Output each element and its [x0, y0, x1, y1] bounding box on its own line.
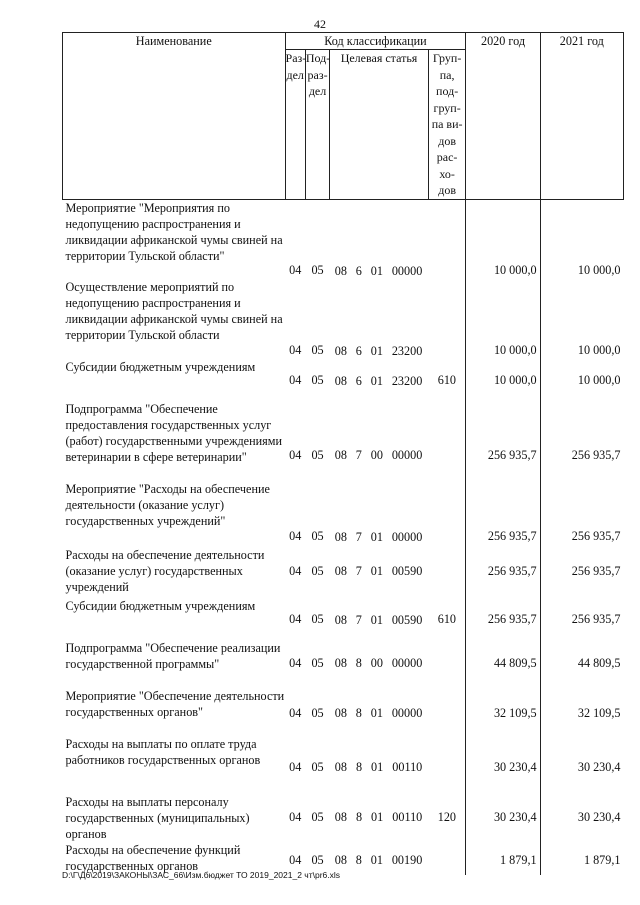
- row-2021: 256 935,7: [540, 389, 623, 481]
- table-row: [63, 199, 624, 279]
- row-name: Мероприятие "Мероприятия по недопущению распространения и ликвидации африканской чумы свиней на территории Тульской области": [65, 200, 283, 263]
- row-subsection: 05: [311, 343, 324, 357]
- header-section-line: дел: [286, 67, 304, 82]
- row-target: [330, 389, 429, 481]
- target-event: 01: [370, 564, 383, 578]
- row-subsection: 05: [311, 853, 324, 867]
- target-subprogram: 6: [355, 344, 362, 358]
- target-direction: 23200: [391, 344, 423, 358]
- target-program: 08: [334, 656, 347, 670]
- header-section: [285, 50, 305, 200]
- target-direction: 00000: [391, 706, 423, 720]
- row-target: [330, 688, 429, 736]
- row-2021: 44 809,5: [540, 628, 623, 688]
- target-subprogram: 8: [355, 656, 362, 670]
- row-section: 04: [289, 706, 302, 720]
- row-2020: 256 935,7: [466, 481, 540, 545]
- row-group: 610: [437, 373, 456, 387]
- header-group-line: па,: [439, 67, 455, 82]
- target-direction: 00110: [392, 760, 423, 774]
- table-header: [63, 33, 624, 200]
- row-target: [330, 199, 429, 279]
- row-group: [428, 545, 466, 598]
- target-event: 00: [370, 448, 383, 462]
- target-subprogram: 8: [355, 706, 362, 720]
- row-2021: 256 935,7: [540, 598, 623, 628]
- target-event: 01: [370, 706, 383, 720]
- target-event: 01: [370, 530, 383, 544]
- row-name: Подпрограмма "Обеспечение предоставления государственных услуг (работ) государственными учреждениями ветеринарии в сфере ветеринарии": [65, 402, 282, 464]
- table-row: [63, 545, 624, 598]
- header-group-line: дов: [438, 133, 456, 148]
- row-target: [330, 598, 429, 628]
- target-direction: 00000: [391, 448, 423, 462]
- table-row: [63, 688, 624, 736]
- target-subprogram: 8: [355, 760, 363, 774]
- header-target-article: Целевая статья: [330, 50, 429, 200]
- row-group: 610: [437, 612, 456, 626]
- row-2021: 10 000,0: [540, 279, 623, 359]
- target-subprogram: 8: [355, 810, 363, 824]
- target-subprogram: 7: [355, 530, 362, 544]
- row-target: [330, 481, 429, 545]
- row-2020: 256 935,7: [466, 545, 540, 598]
- target-event: 01: [371, 760, 384, 774]
- target-program: 08: [334, 706, 347, 720]
- row-group: [428, 389, 466, 481]
- target-program: 08: [334, 810, 347, 824]
- header-2021: 2021 год: [540, 33, 623, 200]
- target-program: 08: [334, 264, 347, 278]
- target-program: 08: [334, 564, 347, 578]
- target-direction: 00000: [391, 264, 423, 278]
- row-subsection: 05: [311, 529, 324, 543]
- row-target: [330, 279, 429, 359]
- row-section: 04: [289, 760, 302, 774]
- target-direction: 00000: [391, 530, 423, 544]
- target-program: 08: [334, 530, 347, 544]
- header-group-line: дов: [438, 183, 456, 197]
- target-event: 00: [370, 656, 383, 670]
- target-program: 08: [334, 448, 347, 462]
- row-group: [428, 628, 466, 688]
- target-direction: 00000: [391, 656, 423, 670]
- target-event: 01: [370, 613, 383, 627]
- row-name: Расходы на выплаты по оплате труда работников государственных органов: [65, 737, 261, 767]
- file-path-footer: D:\Г\Д6\2019\ЗАКОНЫ\ЗАС_66\Изм.бюджет ТО 2019_2021_2 чт\pr6.xls: [62, 870, 341, 880]
- header-section-line: Раз-: [285, 51, 307, 65]
- row-group: [428, 736, 466, 784]
- target-subprogram: 6: [355, 374, 362, 388]
- target-event: 01: [371, 810, 384, 824]
- header-name: Наименование: [63, 33, 286, 200]
- header-group-line: хо-: [439, 166, 455, 181]
- row-name: Осуществление мероприятий по недопущению распространения и ликвидации африканской чумы свиней на территории Тульской области: [65, 280, 283, 342]
- header-subsection-line: дел: [308, 84, 327, 98]
- row-section: 04: [289, 564, 302, 578]
- target-event: 01: [370, 374, 383, 388]
- row-2021: 10 000,0: [540, 199, 623, 279]
- target-subprogram: 7: [355, 613, 362, 627]
- row-2021: 30 230,4: [540, 784, 623, 842]
- row-2020: 1 879,1: [466, 842, 540, 875]
- row-2021: 1 879,1: [540, 842, 623, 875]
- row-subsection: 05: [311, 656, 324, 670]
- target-event: 01: [370, 264, 383, 278]
- row-subsection: 05: [311, 564, 324, 578]
- target-direction: 00110: [392, 810, 423, 824]
- row-target: [330, 842, 429, 875]
- header-subsection-line: раз-: [307, 67, 328, 82]
- target-program: 08: [334, 374, 347, 388]
- row-2021: 256 935,7: [540, 481, 623, 545]
- table-row: [63, 359, 624, 389]
- row-2021: 32 109,5: [540, 688, 623, 736]
- row-2020: 10 000,0: [466, 279, 540, 359]
- row-2020: 10 000,0: [466, 359, 540, 389]
- row-2020: 10 000,0: [466, 199, 540, 279]
- table-body: [63, 199, 624, 875]
- row-2021: 30 230,4: [540, 736, 623, 784]
- page-number: 42: [314, 17, 326, 31]
- header-expense-group: [428, 50, 466, 200]
- row-name: Субсидии бюджетным учреждениям: [65, 599, 256, 613]
- target-direction: 23200: [391, 374, 423, 388]
- row-subsection: 05: [311, 448, 324, 462]
- target-program: 08: [334, 853, 347, 867]
- target-program: 08: [334, 760, 347, 774]
- target-program: 08: [334, 344, 347, 358]
- row-name: Субсидии бюджетным учреждениям: [65, 360, 256, 374]
- row-group: [428, 842, 466, 875]
- table-row: [63, 389, 624, 481]
- row-2020: 256 935,7: [466, 389, 540, 481]
- target-event: 01: [370, 853, 383, 867]
- row-subsection: 05: [311, 706, 324, 720]
- table-row: [63, 736, 624, 784]
- row-2020: 44 809,5: [466, 628, 540, 688]
- header-group-line: рас-: [436, 150, 458, 164]
- row-name: Расходы на обеспечение функций государственных органов: [65, 843, 241, 873]
- row-group: [428, 199, 466, 279]
- row-section: 04: [289, 656, 302, 670]
- row-name: Мероприятие "Расходы на обеспечение деятельности (оказание услуг) государственных учреждений": [65, 482, 270, 528]
- table-row: [63, 628, 624, 688]
- row-name: Расходы на выплаты персоналу государственных (муниципальных) органов: [65, 795, 250, 841]
- target-direction: 00190: [391, 853, 423, 867]
- row-group: [428, 279, 466, 359]
- row-group: [428, 688, 466, 736]
- target-direction: 00590: [391, 564, 423, 578]
- row-2020: 256 935,7: [466, 598, 540, 628]
- row-section: 04: [289, 263, 302, 277]
- table-row: [63, 481, 624, 545]
- row-group: [428, 481, 466, 545]
- row-target: [330, 628, 429, 688]
- row-name: Подпрограмма "Обеспечение реализации государственной программы": [65, 641, 281, 671]
- row-section: 04: [289, 343, 302, 357]
- target-event: 01: [370, 344, 383, 358]
- row-target: [330, 359, 429, 389]
- row-section: 04: [289, 448, 302, 462]
- row-section: 04: [289, 853, 302, 867]
- row-name: Расходы на обеспечение деятельности (оказание услуг) государственных учреждений: [65, 548, 265, 594]
- header-group-line: под-: [436, 84, 459, 98]
- row-target: [330, 784, 429, 842]
- header-subsection-line: Под-: [305, 51, 331, 65]
- header-2020: 2020 год: [466, 33, 540, 200]
- row-section: 04: [289, 373, 302, 387]
- row-section: 04: [289, 810, 302, 824]
- budget-table: [62, 32, 624, 875]
- target-subprogram: 6: [355, 264, 362, 278]
- header-subsection: [305, 50, 329, 200]
- row-subsection: 05: [311, 373, 324, 387]
- target-program: 08: [334, 613, 347, 627]
- header-group-line: Груп-: [432, 51, 462, 65]
- row-target: [330, 545, 429, 598]
- target-subprogram: 8: [355, 853, 362, 867]
- table-row: [63, 279, 624, 359]
- row-2020: 30 230,4: [466, 784, 540, 842]
- table-row: [63, 784, 624, 842]
- row-2020: 30 230,4: [466, 736, 540, 784]
- target-subprogram: 7: [355, 564, 362, 578]
- header-group-line: па ви-: [431, 117, 463, 131]
- row-section: 04: [289, 612, 302, 626]
- row-subsection: 05: [311, 612, 324, 626]
- target-subprogram: 7: [355, 448, 362, 462]
- target-direction: 00590: [391, 613, 423, 627]
- row-group: 120: [437, 810, 456, 824]
- header-classification: Код классификации: [285, 33, 466, 50]
- header-group-line: груп-: [433, 100, 461, 115]
- table-row: [63, 598, 624, 628]
- row-2021: 10 000,0: [540, 359, 623, 389]
- row-2020: 32 109,5: [466, 688, 540, 736]
- row-section: 04: [289, 529, 302, 543]
- row-2021: 256 935,7: [540, 545, 623, 598]
- row-target: [330, 736, 429, 784]
- row-subsection: 05: [311, 810, 324, 824]
- row-subsection: 05: [311, 263, 324, 277]
- row-name: Мероприятие "Обеспечение деятельности государственных органов": [65, 689, 285, 719]
- row-subsection: 05: [311, 760, 324, 774]
